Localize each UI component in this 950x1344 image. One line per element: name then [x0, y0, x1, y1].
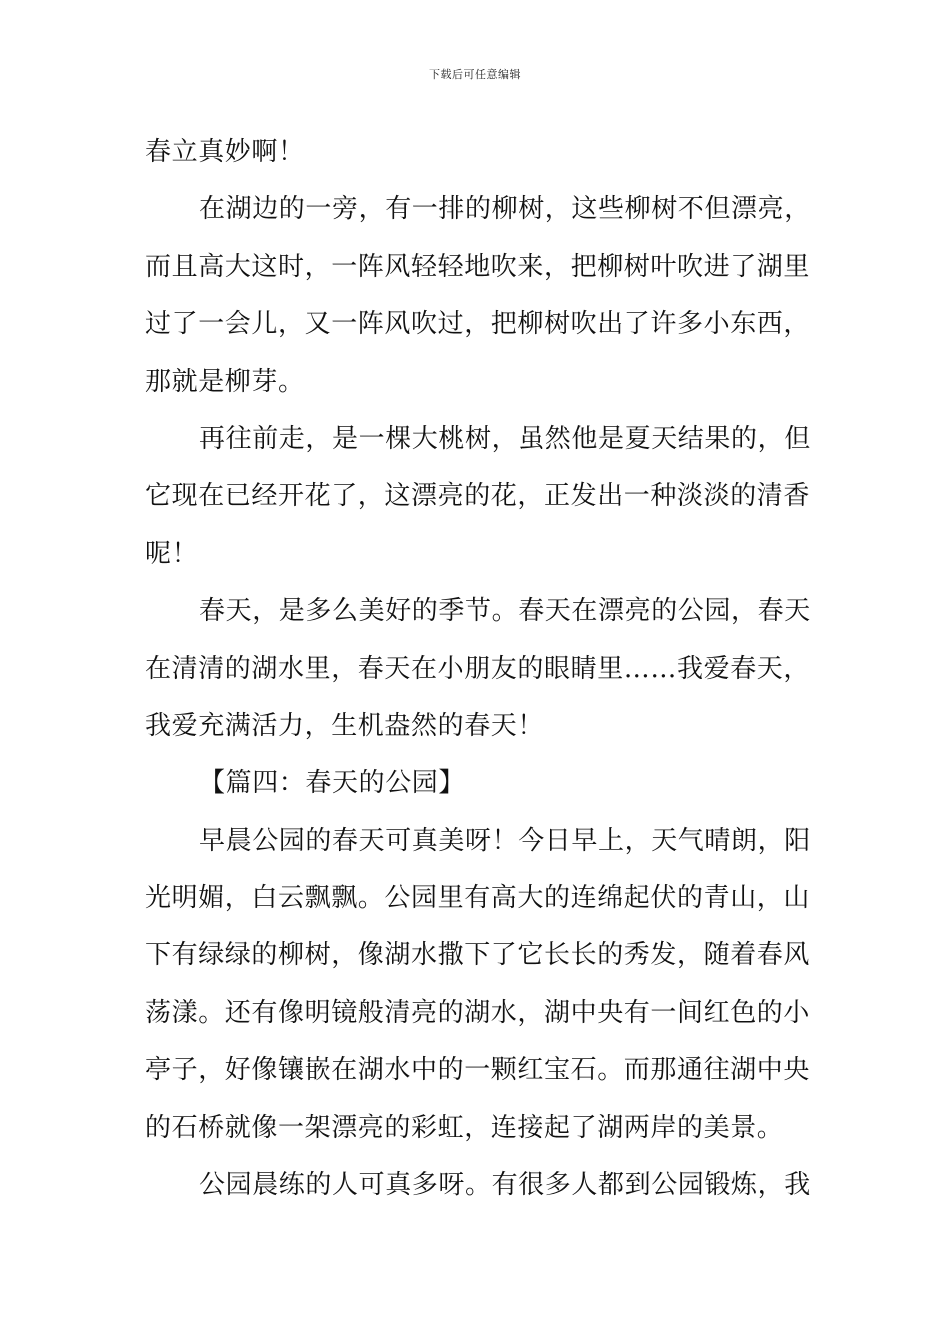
- paragraph-start-line: 在湖边的一旁，有一排的柳树，这些柳树不但漂亮，: [199, 194, 811, 225]
- document-body: [145, 124, 811, 1214]
- text-line: 荡漾。还有像明镜般清亮的湖水，湖中央有一间红色的小: [145, 997, 811, 1028]
- text-line: 呢！: [145, 538, 199, 569]
- text-line: 而且高大这时，一阵风轻轻地吹来，把柳树叶吹进了湖里: [145, 251, 811, 282]
- section-heading: 【篇四：春天的公园】: [199, 768, 466, 799]
- text-line: 在清清的湖水里，春天在小朋友的眼睛里……我爱春天，: [145, 653, 811, 684]
- text-line: 下有绿绿的柳树，像湖水撒下了它长长的秀发，随着春风: [145, 940, 811, 971]
- text-line: 过了一会儿，又一阵风吹过，把柳树吹出了许多小东西，: [145, 309, 811, 340]
- paragraph-start-line: 公园晨练的人可真多呀。有很多人都到公园锻炼，我: [199, 1170, 811, 1201]
- text-line: 光明媚，白云飘飘。公园里有高大的连绵起伏的青山，山: [145, 883, 811, 914]
- page-header: 下载后可任意编辑: [429, 68, 521, 81]
- text-line: 春立真妙啊！: [145, 137, 305, 167]
- text-line: 我爱充满活力，生机盎然的春天！: [145, 710, 545, 741]
- paragraph-start-line: 再往前走，是一棵大桃树，虽然他是夏天结果的，但: [199, 423, 811, 454]
- text-line: 亭子，好像镶嵌在湖水中的一颗红宝石。而那通往湖中央: [145, 1055, 811, 1086]
- text-line: 那就是柳芽。: [145, 366, 305, 397]
- text-line: 的石桥就像一架漂亮的彩虹，连接起了湖两岸的美景。: [145, 1112, 784, 1143]
- paragraph-start-line: 春天，是多么美好的季节。春天在漂亮的公园，春天: [199, 596, 811, 627]
- text-line: 它现在已经开花了，这漂亮的花，正发出一种淡淡的清香: [145, 481, 811, 512]
- paragraph-start-line: 早晨公园的春天可真美呀！今日早上，天气晴朗，阳: [199, 825, 811, 856]
